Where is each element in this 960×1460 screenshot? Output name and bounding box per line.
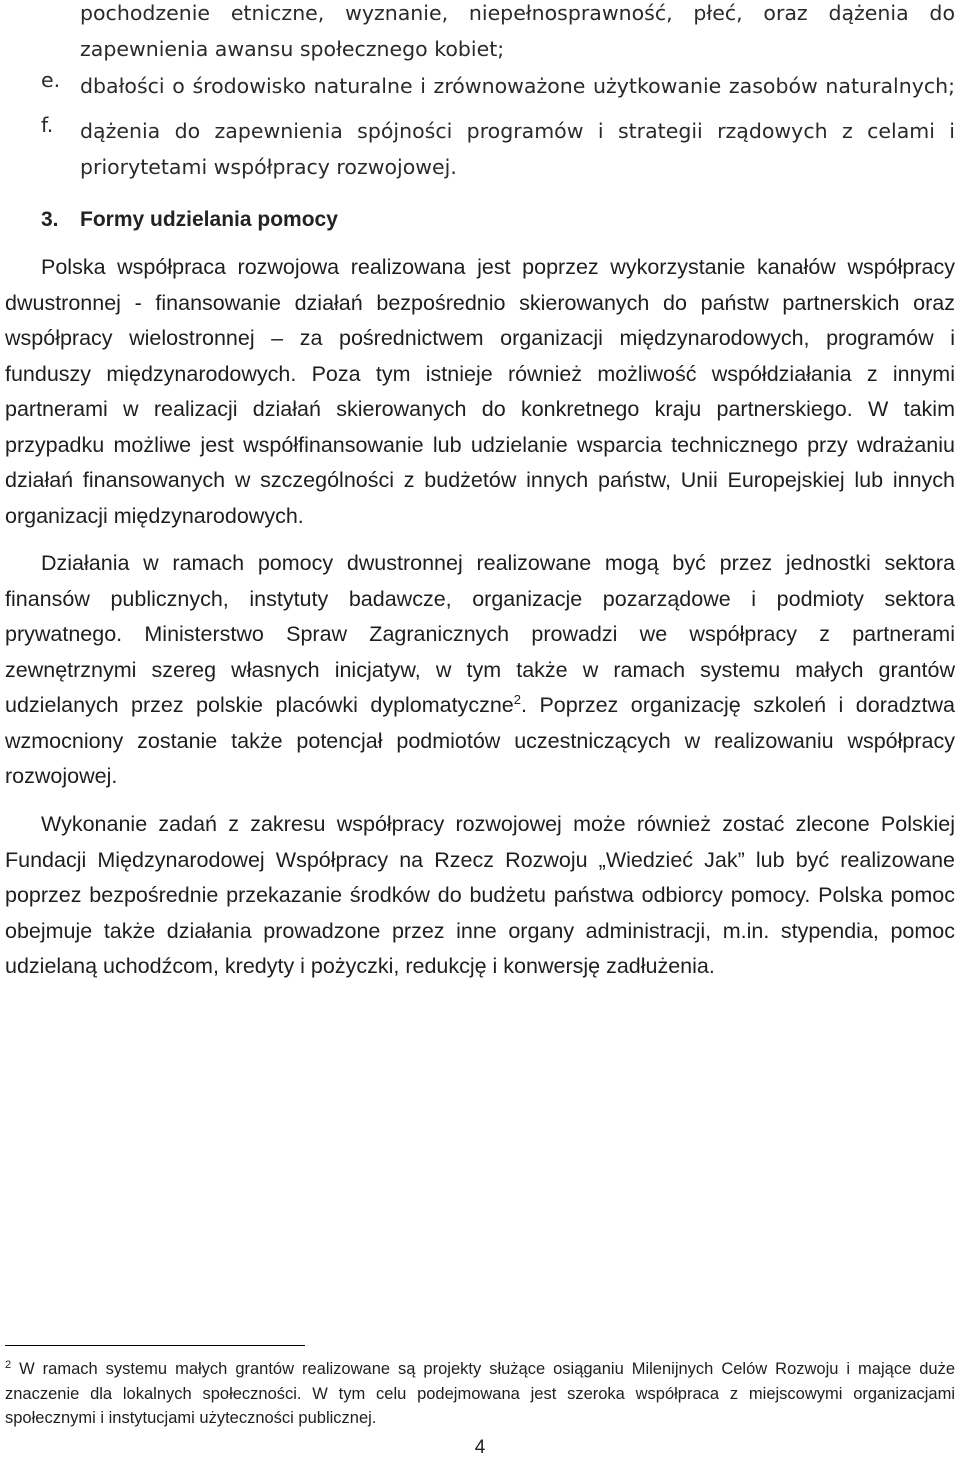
section-number: 3. (41, 208, 59, 231)
section-heading (41, 208, 338, 232)
footnote-text: W ramach systemu małych grantów realizowane są projekty służące osiąganiu Milenijnych Celów Rozwoju i mające duże znaczenie dla lokalnych społeczności. W tym celu podejmowana jest szeroka współpraca z miejscowymi organizacjami społecznymi i instytucjami użyteczności publicznej. (5, 1360, 955, 1427)
paragraph-bilateral (5, 546, 955, 795)
list-item-label: f. (41, 113, 54, 137)
paragraph-implementation (5, 807, 955, 985)
list-item (41, 68, 955, 104)
list-item (41, 113, 955, 185)
paragraph-text: Wykonanie zadań z zakresu współpracy rozwojowej może również zostać zlecone Polskiej Fundacji Międzynarodowej Współpracy na Rzecz Rozwoju „Wiedzieć Jak” lub być realizowane poprzez bezpośrednie przekazanie środków do budżetu państwa odbiorcy pomocy. Polska pomoc obejmuje także działania prowadzone przez inne organy administracji, m.in. stypendia, pomoc udzielaną uchodźcom, kredyty i pożyczki, redukcję i konwersję zadłużenia. (5, 812, 955, 978)
paragraph-text: . Poprzez organizację szkoleń i doradztwa wzmocniony zostanie także potencjał podmiotów uczestniczących w realizowaniu współpracy rozwojowej. (5, 693, 955, 788)
page-number: 4 (474, 1437, 486, 1458)
list-item-label: e. (41, 68, 61, 92)
footnote-number: 2 (5, 1358, 12, 1371)
list-item-text: dbałości o środowisko naturalne i zrównoważone użytkowanie zasobów naturalnych; (80, 74, 955, 98)
list-item-text: dążenia do zapewnienia spójności programów i strategii rządowych z celami i priorytetami współpracy rozwojowej. (80, 119, 955, 179)
paragraph-text: Działania w ramach pomocy dwustronnej realizowane mogą być przez jednostki sektora finansów publicznych, instytuty badawcze, organizacje pozarządowe i podmioty sektora prywatnego. Ministerstwo Spraw Zagranicznych prowadzi we współpracy z partnerami zewnętrznymi szereg własnych inicjatyw, w tym także w ramach systemu małych grantów udzielanych przez polskie placówki dyplomatyczne (5, 551, 955, 717)
paragraph-text: Polska współpraca rozwojowa realizowana jest poprzez wykorzystanie kanałów współpracy dwustronnej - finansowanie działań bezpośrednio skierowanych do państw partnerskich oraz współpracy wielostronnej – za pośrednictwem organizacji międzynarodowych, programów i funduszy międzynarodowych. Poza tym istnieje również możliwość współdziałania z innymi partnerami w realizacji działań skierowanych do konkretnego kraju partnerskiego. W takim przypadku możliwe jest współfinansowanie lub udzielanie wsparcia technicznego przy wdrażaniu działań finansowanych w szczególności z budżetów innych państw, Unii Europejskiej lub innych organizacji międzynarodowych. (5, 255, 955, 528)
paragraph-channels (5, 250, 955, 534)
footnote (5, 1357, 955, 1431)
list-item-text: pochodzenie etniczne, wyznanie, niepełnosprawność, płeć, oraz dążenia do zapewnienia awansu społecznego kobiet; (80, 1, 955, 61)
section-title: Formy udzielania pomocy (80, 208, 338, 231)
list-item (41, 0, 955, 67)
footnote-reference[interactable]: 2 (513, 691, 521, 707)
footnote-separator (5, 1345, 305, 1346)
